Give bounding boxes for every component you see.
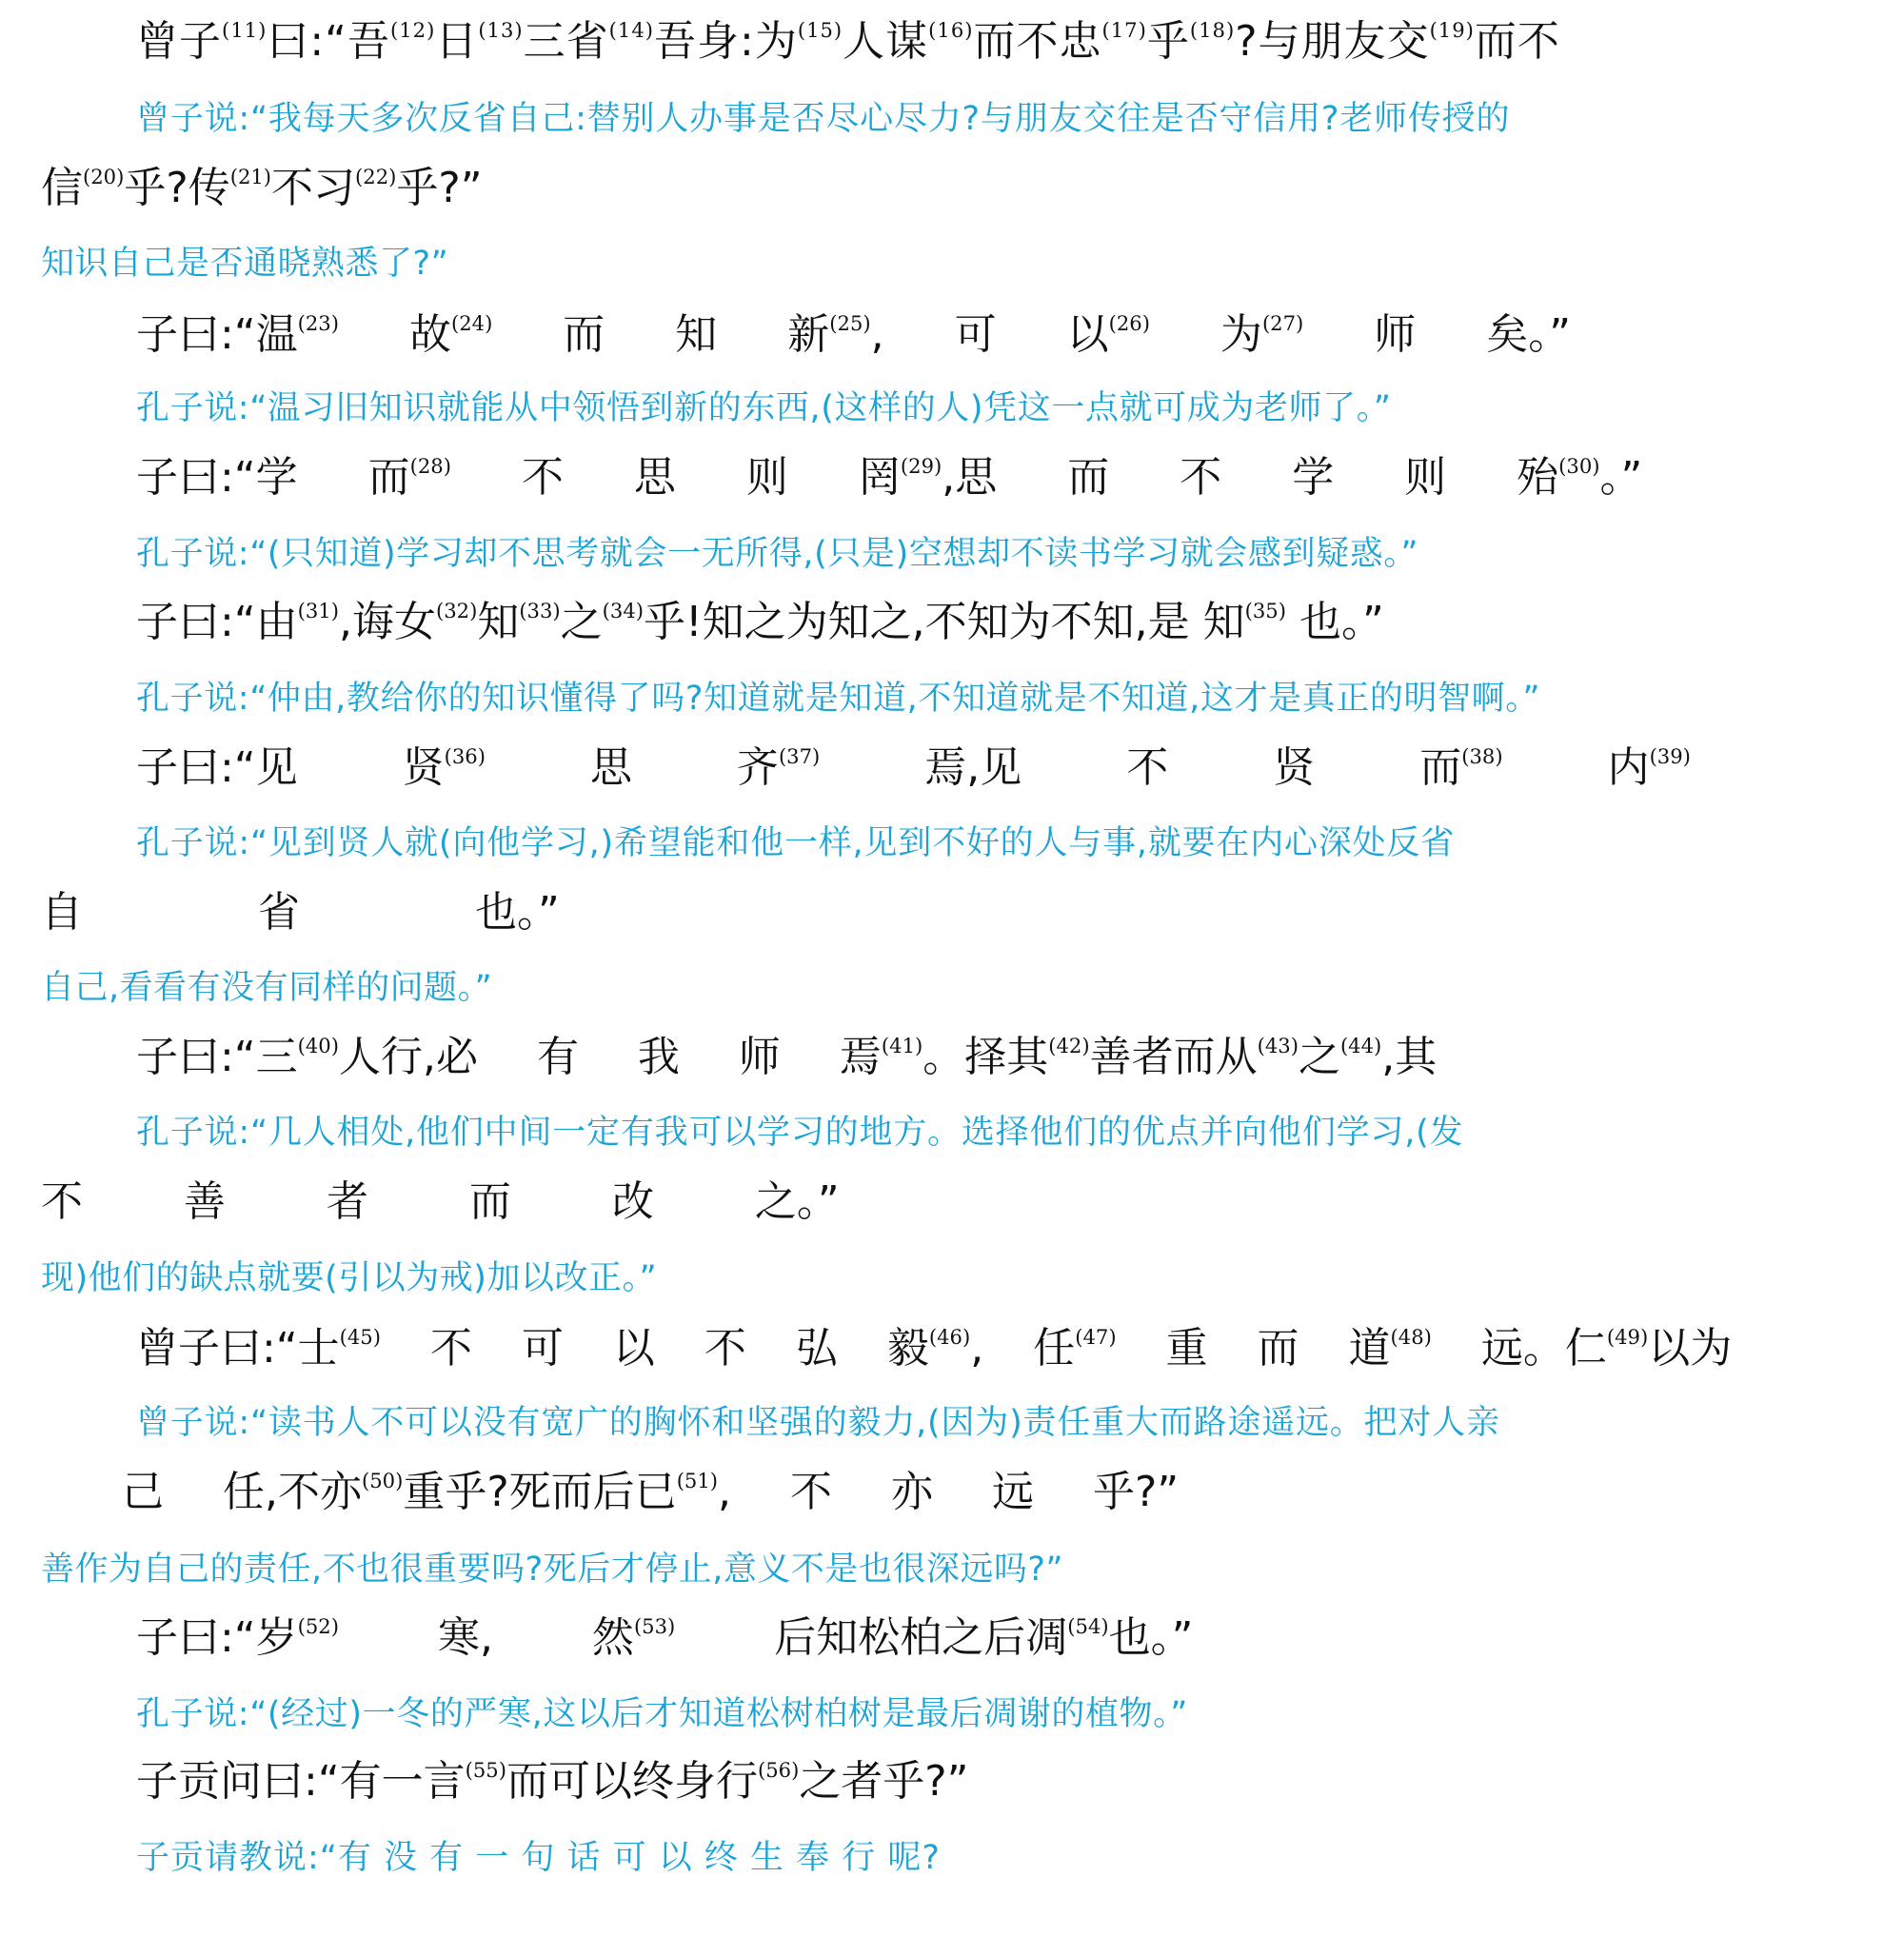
original-text-line: 子曰:“见 贤$^{(36)}$ 思 齐$^{(37)}$ 焉,见 不 贤 而$^{(38)}$ 内$^{(39)}$ [136,743,1691,792]
original-text-line: 子曰:“三$^{(40)}$人行,必 有 我 师 焉$^{(41)}$。择其$^{(42)}$善者而从$^{(43)}$之$^{(44)}$,其 [136,1033,1438,1081]
original-text-line: 己 任,不亦$^{(50)}$重乎?死而后已$^{(51)}$, 不 亦 远 乎?” [122,1468,1180,1516]
translation-text-line: 子贡请教说:“有 没 有 一 句 话 可 以 终 生 奉 行 呢? [136,1839,942,1877]
translation-text-line: 知识自己是否通晓熟悉了?” [41,245,449,283]
translation-text-line: 善作为自己的责任,不也很重要吗?死后才停止,意义不是也很深远吗?” [41,1551,1064,1589]
translation-text-line: 孔子说:“温习旧知识就能从中领悟到新的东西,(这样的人)凭这一点就可成为老师了。” [136,389,1392,427]
original-text-line: 子曰:“岁$^{(52)}$ 寒, 然$^{(53)}$ 后知松柏之后凋$^{(54)}$也。” [136,1613,1194,1662]
original-text-line: 曾子曰:“士$^{(45)}$ 不 可 以 不 弘 毅$^{(46)}$, 任$^{(47)}$ 重 而 道$^{(48)}$ 远。仁$^{(49)}$以为 [136,1324,1733,1373]
original-text-line: 不 善 者 而 改 之。” [41,1177,840,1226]
original-text-line: 曾子$^{(11)}$曰:“吾$^{(12)}$日$^{(13)}$三省$^{(14)}$吾身:为$^{(15)}$人谋$^{(16)}$而不忠$^{(17)}$乎$^{(18)}$?与朋友交$^{(19)}$而不 [136,17,1560,66]
translation-text-line: 曾子说:“读书人不可以没有宽广的胸怀和坚强的毅力,(因为)责任重大而路途遥远。把对人亲 [136,1404,1500,1442]
translation-text-line: 孔子说:“几人相处,他们中间一定有我可以学习的地方。选择他们的优点并向他们学习,(发 [136,1114,1464,1152]
translation-text-line: 孔子说:“见到贤人就(向他学习,)希望能和他一样,见到不好的人与事,就要在内心深处反省 [136,824,1456,862]
translation-text-line: 孔子说:“(只知道)学习却不思考就会一无所得,(只是)空想却不读书学习就会感到疑惑。” [136,535,1419,573]
original-text-line: 信$^{(20)}$乎?传$^{(21)}$不习$^{(22)}$乎?” [41,164,483,212]
translation-text-line: 孔子说:“仲由,教给你的知识懂得了吗?知道就是知道,不知道就是不知道,这才是真正的明智啊。” [136,680,1541,718]
original-text-line: 子贡问曰:“有一言$^{(55)}$而可以终身行$^{(56)}$之者乎?” [136,1757,969,1806]
original-text-line: 子曰:“学 而$^{(28)}$ 不 思 则 罔$^{(29)}$,思 而 不 学 则 殆$^{(30)}$。” [136,453,1643,502]
original-text-line: 自 省 也。” [41,888,560,937]
original-text-line: 子曰:“温$^{(23)}$ 故$^{(24)}$ 而 知 新$^{(25)}$, 可 以$^{(26)}$ 为$^{(27)}$ 师 矣。” [136,310,1572,359]
translation-text-line: 现)他们的缺点就要(引以为戒)加以改正。” [41,1259,658,1297]
original-text-line: 子曰:“由$^{(31)}$,诲女$^{(32)}$知$^{(33)}$之$^{(34)}$乎!知之为知之,不知为不知,是 知$^{(35)}$ 也。” [136,598,1384,646]
translation-text-line: 曾子说:“我每天多次反省自己:替别人办事是否尽心尽力?与朋友交往是否守信用?老师传授的 [136,100,1511,138]
translation-text-line: 自己,看看有没有同样的问题。” [41,969,493,1007]
translation-text-line: 孔子说:“(经过)一冬的严寒,这以后才知道松树柏树是最后凋谢的植物。” [136,1695,1188,1733]
